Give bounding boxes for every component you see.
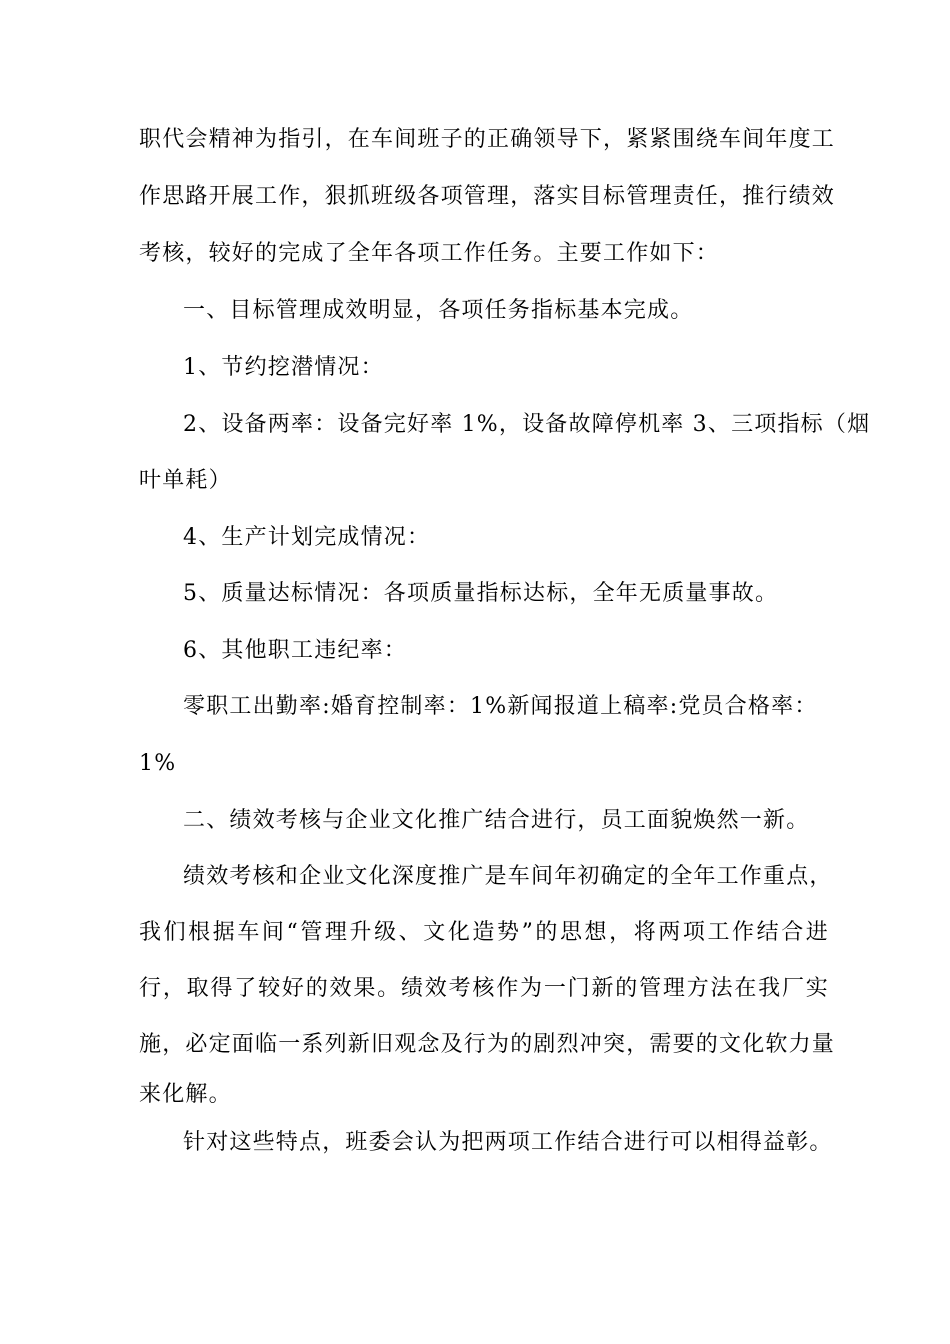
list-item-continuation: 叶单耗） [139, 468, 232, 493]
list-item: 2、设备两率：设备完好率 1%，设备故障停机率 3、三项指标（烟 [183, 412, 871, 437]
section-heading: 二、绩效考核与企业文化推广结合进行，员工面貌焕然一新。 [183, 808, 810, 833]
list-item: 6、其他职工违纪率： [183, 638, 407, 663]
body-text-line: 施，必定面临一系列新旧观念及行为的剧烈冲突，需要的文化软力量 [139, 1032, 836, 1057]
body-text-line: 职代会精神为指引，在车间班子的正确领导下，紧紧围绕车间年度工 [139, 127, 836, 152]
section-heading: 一、目标管理成效明显，各项任务指标基本完成。 [183, 298, 694, 323]
list-item: 1、节约挖潜情况： [183, 355, 384, 380]
body-text-line: 针对这些特点，班委会认为把两项工作结合进行可以相得益彰。 [183, 1130, 833, 1155]
list-item: 5、质量达标情况：各项质量指标达标，全年无质量事故。 [183, 581, 779, 606]
body-text-line: 我们根据车间“管理升级、文化造势”的思想，将两项工作结合进 [139, 920, 829, 945]
body-text-line: 绩效考核和企业文化深度推广是车间年初确定的全年工作重点， [183, 864, 833, 889]
list-item: 4、生产计划完成情况： [183, 525, 431, 550]
body-text-line: 作思路开展工作，狠抓班级各项管理，落实目标管理责任，推行绩效 [139, 184, 836, 209]
body-text-line: 行，取得了较好的效果。绩效考核作为一门新的管理方法在我厂实 [139, 976, 829, 1001]
body-text-line: 零职工出勤率:婚育控制率：1%新闻报道上稿率:党员合格率： [183, 694, 818, 719]
body-text-line: 1% [139, 751, 177, 776]
body-text-line: 考核，较好的完成了全年各项工作任务。主要工作如下： [139, 241, 720, 266]
body-text-line: 来化解。 [139, 1082, 232, 1107]
